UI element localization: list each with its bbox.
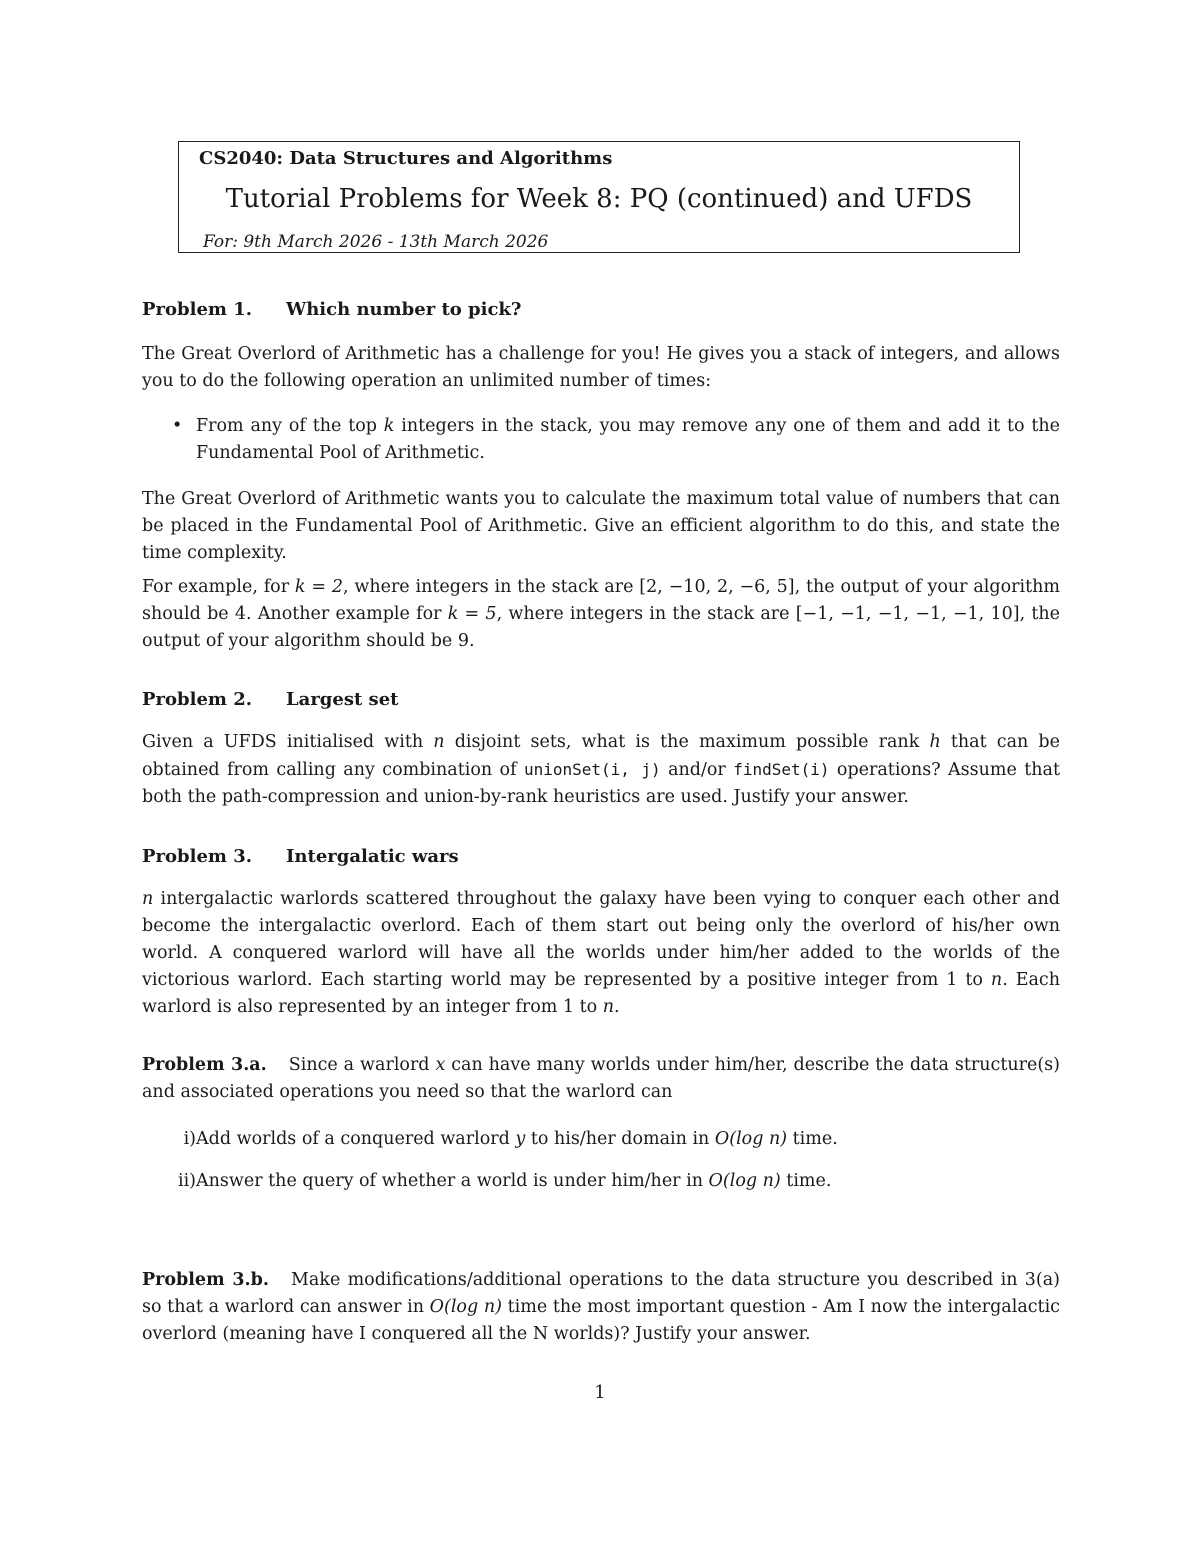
p3-text-3: .	[614, 997, 620, 1017]
problem-3b-body	[142, 1267, 1060, 1348]
example-text-b: , where integers in the stack are	[342, 577, 640, 597]
p3-n2: n	[990, 970, 1003, 990]
item-ii-marker: ii)	[177, 1171, 196, 1191]
p3-n1: n	[142, 889, 154, 909]
problem-1-example	[142, 574, 1060, 655]
problem-3a-label: Problem 3.a.	[142, 1055, 267, 1075]
bullet-text-a: From any of the top	[196, 416, 384, 436]
tutorial-dates: For: 9th March 2026 - 13th March 2026	[203, 232, 549, 252]
p2-text-1: Given a UFDS initialised with	[142, 732, 434, 752]
example-text-c: , the output of your algorithm should be 4. Another example for	[142, 577, 1060, 624]
item-i-text-b: to his/her domain in	[525, 1129, 715, 1149]
item-i-marker: i)	[183, 1129, 196, 1149]
problem-3-body	[142, 886, 1060, 1021]
example-list-2: [−1, −1, −1, −1, −1, 10]	[795, 604, 1020, 624]
p3b-text-2: time the most important question - Am I now the intergalactic overlord (meaning have I conquered all the N worlds)? Justify your answer.	[142, 1297, 1060, 1344]
item-i-text-a: Add worlds of a conquered warlord	[196, 1129, 516, 1149]
course-title: CS2040: Data Structures and Algorithms	[199, 148, 613, 169]
p3-text-1: intergalactic warlords scattered throughout the galaxy have been vying to conquer each other and become the intergalactic overlord. Each of them start out being only the overlord of his/her own world. A conquered warlord will have all the worlds under him/her added to the worlds of the victorious warlord. Each starting world may be represented by a positive integer from 1 to	[142, 889, 1060, 990]
problem-1-task: The Great Overlord of Arithmetic wants you to calculate the maximum total value of numbers that can be placed in the Fundamental Pool of Arithmetic. Give an efficient algorithm to do this, and state the time complexity.	[142, 489, 1060, 563]
p2-text-5: operations? Assume that both the path-compression and union-by-rank heuristics are used. Justify your answer.	[142, 760, 1060, 807]
problem-3-label: Problem 3.	[142, 846, 253, 867]
item-i-y: y	[515, 1129, 526, 1149]
example-list-1: [2, −10, 2, −6, 5]	[639, 577, 795, 597]
p2-text-3: that can be obtained from calling any combination of	[142, 732, 1060, 780]
example-text-d: , where integers in the stack are	[496, 604, 796, 624]
problem-1-label: Problem 1.	[142, 299, 253, 320]
problem-1-bullet	[142, 413, 1060, 467]
p2-n: n	[433, 732, 445, 752]
page-number: 1	[594, 1382, 606, 1403]
item-i-text-d: time.	[787, 1129, 838, 1149]
problem-1-intro: The Great Overlord of Arithmetic has a challenge for you! He gives you a stack of integers, and allows you to do the following operation an unlimited number of times:	[142, 344, 1060, 391]
p3-text-2: . Each warlord is also represented by an integer from 1 to	[142, 970, 1060, 1017]
p3a-x: x	[435, 1055, 446, 1075]
problem-1-heading	[142, 299, 521, 320]
problem-3a-item-i	[142, 1126, 1060, 1153]
problem-3b-label: Problem 3.b.	[142, 1270, 269, 1290]
item-ii-complexity: O(log n)	[708, 1171, 781, 1191]
p3b-text-1: Make modifications/additional operations to the data structure you described in 3(a) so that a warlord can answer in	[142, 1270, 1060, 1317]
p3a-text-2: can have many worlds under him/her, describe the data structure(s) and associated operations you need so that the warlord can	[142, 1055, 1060, 1102]
problem-2-heading	[142, 689, 398, 710]
bullet-k: k	[383, 416, 395, 436]
example-text-a: For example, for	[142, 577, 295, 597]
problem-3-heading	[142, 846, 459, 867]
tutorial-title: Tutorial Problems for Week 8: PQ (continued) and UFDS	[225, 184, 973, 214]
code-findset: findSet(i)	[733, 760, 830, 779]
example-k1: k = 2	[294, 577, 343, 597]
example-text-e: , the output of your algorithm should be 9.	[142, 604, 1061, 651]
item-ii-text-a: Answer the query of whether a world is under him/her in	[196, 1171, 709, 1191]
problem-3-title: Intergalatic wars	[286, 846, 459, 867]
example-k2: k = 5	[447, 604, 497, 624]
bullet-text-b: integers in the stack, you may remove any one of them and add it to the Fundamental Pool of Arithmetic.	[196, 416, 1060, 463]
p2-text-2: disjoint sets, what is the maximum possible rank	[444, 732, 930, 752]
problem-3a-item-ii	[142, 1168, 1060, 1195]
problem-2-label: Problem 2.	[142, 689, 253, 710]
item-i-complexity: O(log n)	[714, 1129, 788, 1149]
problem-3a-body	[142, 1052, 1060, 1106]
item-ii-text-d: time.	[780, 1171, 832, 1191]
p3a-text-1: Since a warlord	[288, 1055, 436, 1075]
problem-1-title: Which number to pick?	[286, 299, 522, 320]
p2-text-4: and/or	[660, 760, 734, 780]
problem-2-title: Largest set	[286, 689, 399, 710]
code-unionset: unionSet(i, j)	[523, 760, 661, 779]
p2-h: h	[929, 732, 941, 752]
p3b-complexity: O(log n)	[429, 1297, 502, 1317]
header-box	[178, 141, 1020, 253]
p3-n3: n	[602, 997, 615, 1017]
problem-2-body	[142, 729, 1060, 811]
bullet-mark: •	[172, 416, 183, 436]
